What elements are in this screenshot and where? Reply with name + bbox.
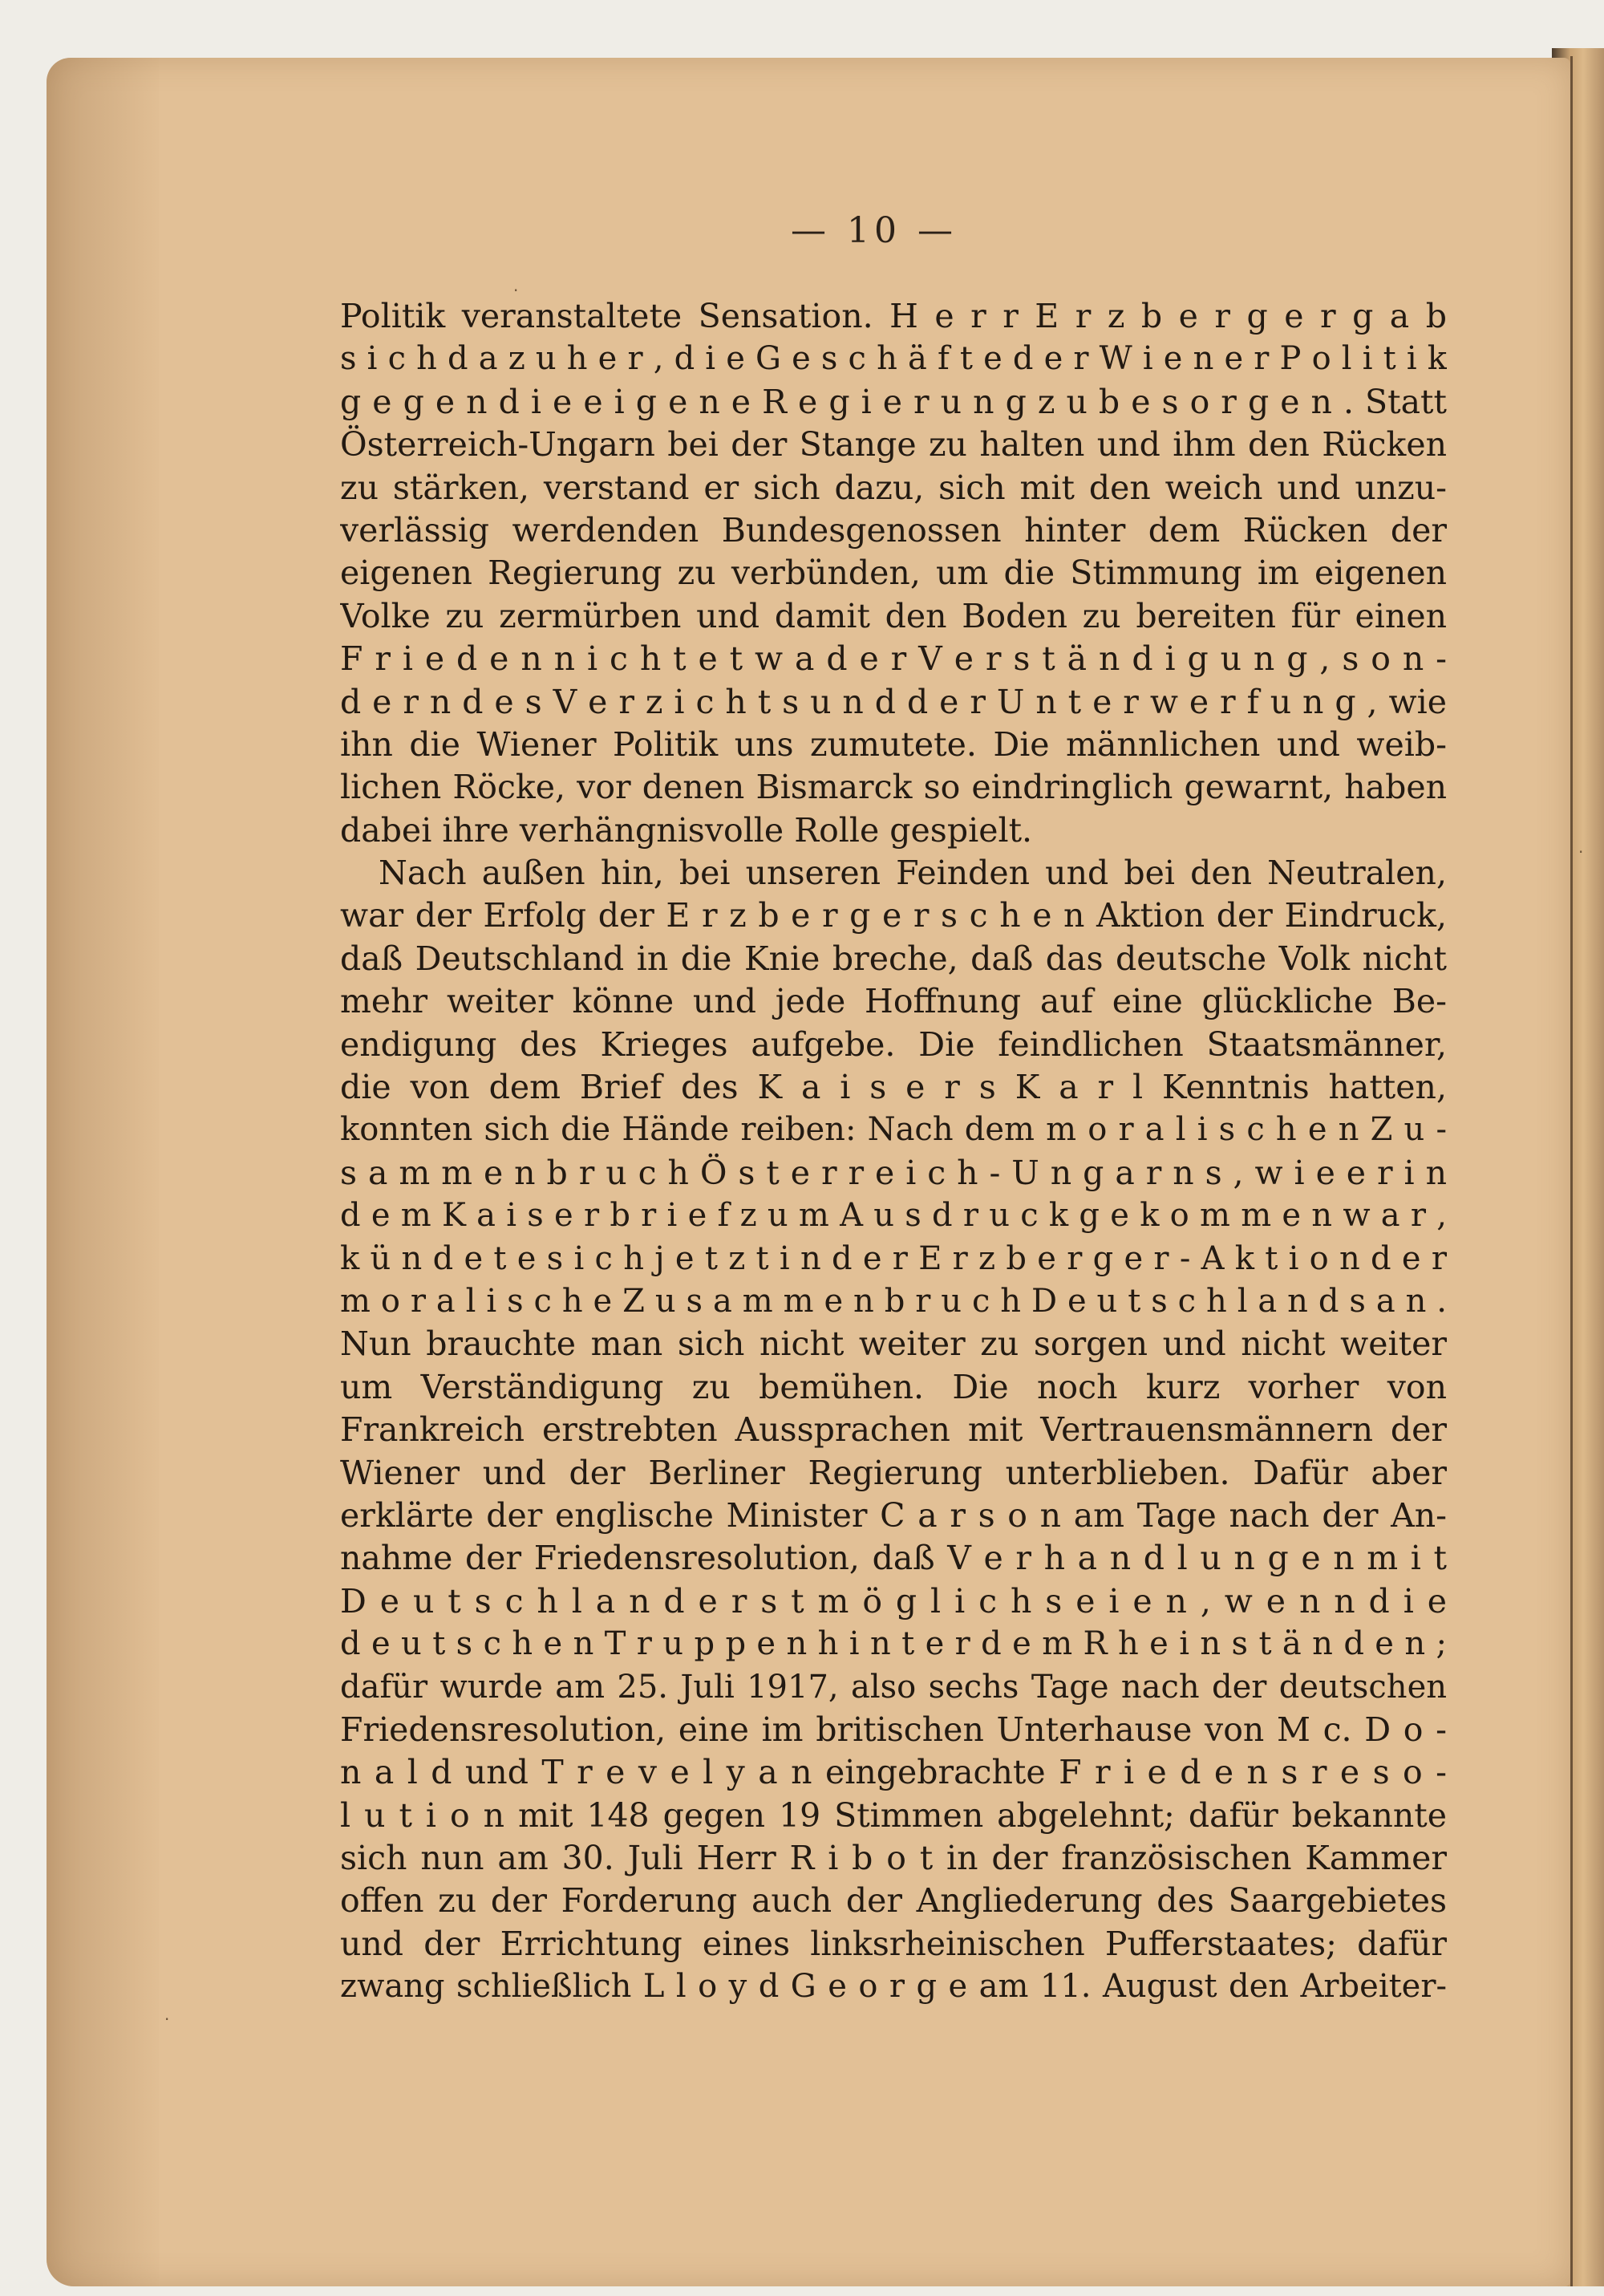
text-line: nahme der Friedensresolution, daß V e r h a n d l u n g e n m i t — [340, 1539, 1447, 1578]
book-edge-line — [1570, 56, 1573, 2286]
text-line: Volke zu zermürben und damit den Boden zu bereiten für einen — [340, 596, 1447, 635]
text-line: Nun brauchte man sich nicht weiter zu sorgen und nicht weiter — [340, 1324, 1447, 1364]
text-line: war der Erfolg der E r z b e r g e r s c h e n Aktion der Eindruck, — [340, 896, 1447, 935]
speck-mark: · — [1578, 842, 1584, 862]
paragraph-end-line: dabei ihre verhängnisvolle Rolle gespielt. — [340, 810, 1033, 850]
text-line: Wiener und der Berliner Regierung unterblieben. Dafür aber — [340, 1453, 1447, 1492]
text-line: D e u t s c h l a n d e r s t m ö g l i c h s e i e n , w e n n d i e — [340, 1581, 1447, 1621]
text-line: um Verständigung zu bemühen. Die noch kurz vorher von — [340, 1367, 1447, 1406]
text-line: ihn die Wiener Politik uns zumutete. Die männlichen und weib- — [340, 724, 1447, 764]
body-text — [340, 295, 1447, 2009]
speck-mark: · — [513, 281, 519, 300]
text-line: daß Deutschland in die Knie breche, daß das deutsche Volk nicht — [340, 939, 1447, 978]
text-line: Politik veranstaltete Sensation. H e r r E r z b e r g e r g a b — [340, 297, 1447, 335]
page-spine-shadow — [47, 58, 159, 2286]
text-line: zu stärken, verstand er sich dazu, sich mit den weich und unzu- — [340, 468, 1447, 507]
text-line: m o r a l i s c h e Z u s a m m e n b r u c h D e u t s c h l a n d s a n . — [340, 1282, 1447, 1320]
text-line: die von dem Brief des K a i s e r s K a r l Kenntnis hatten, — [340, 1068, 1447, 1107]
page-number: — 10 — — [791, 210, 958, 251]
text-line: erklärte der englische Minister C a r s o n am Tage nach der An- — [340, 1495, 1447, 1535]
text-line: lichen Röcke, vor denen Bismarck so eindringlich gewarnt, haben — [340, 768, 1447, 807]
text-line: F r i e d e n n i c h t e t w a d e r V e r s t ä n d i g u n g , s o n - — [340, 639, 1447, 679]
text-line: sich nun am 30. Juli Herr R i b o t in der französischen Kammer — [340, 1839, 1447, 1878]
text-line: endigung des Krieges aufgebe. Die feindlichen Staatsmänner, — [340, 1024, 1447, 1064]
text-line: und der Errichtung eines linksrheinischen Pufferstaates; dafür — [340, 1924, 1447, 1963]
text-line: verlässig werdenden Bundesgenossen hinter dem Rücken der — [340, 510, 1447, 550]
text-line: eigenen Regierung zu verbünden, um die Stimmung im eigenen — [340, 554, 1447, 593]
text-line: Österreich-Ungarn bei der Stange zu halten und ihm den Rücken — [340, 425, 1447, 464]
text-line: Friedensresolution, eine im britischen Unterhause von M c. D o - — [340, 1710, 1447, 1749]
text-line: k ü n d e t e s i c h j e t z t i n d e r E r z b e r g e r - A k t i o n d e r — [340, 1239, 1447, 1277]
text-line: s i c h d a z u h e r , d i e G e s c h ä f t e d e r W i e n e r P o l i t i k — [340, 340, 1447, 378]
text-line: d e m K a i s e r b r i e f z u m A u s d r u c k g e k o m m e n w a r , — [340, 1197, 1447, 1235]
speck-mark: · — [164, 2010, 170, 2029]
text-line: dafür wurde am 25. Juli 1917, also sechs Tage nach der deutschen — [340, 1668, 1447, 1706]
text-line: konnten sich die Hände reiben: Nach dem m o r a l i s c h e n Z u - — [340, 1111, 1447, 1149]
text-line: mehr weiter könne und jede Hoffnung auf eine glückliche Be- — [340, 982, 1447, 1021]
text-line: n a l d und T r e v e l y a n eingebrachte F r i e d e n s r e s o - — [340, 1753, 1447, 1792]
paragraph-start-line: Nach außen hin, bei unseren Feinden und bei den Neutralen, — [379, 854, 1447, 893]
text-line: d e u t s c h e n T r u p p e n h i n t e r d e m R h e i n s t ä n d e n ; — [340, 1625, 1447, 1663]
text-line: s a m m e n b r u c h Ö s t e r r e i c h - U n g a r n s , w i e e r i n — [340, 1153, 1447, 1192]
text-line: g e g e n d i e e i g e n e R e g i e r u n g z u b e s o r g e n . Statt — [340, 382, 1447, 421]
text-line: Frankreich erstrebten Aussprachen mit Vertrauensmännern der — [340, 1410, 1447, 1450]
text-line: offen zu der Forderung auch der Angliederung des Saargebietes — [340, 1881, 1447, 1921]
text-line: d e r n d e s V e r z i c h t s u n d d e r U n t e r w e r f u n g , wie — [340, 682, 1447, 721]
text-line: zwang schließlich L l o y d G e o r g e am 11. August den Arbeiter- — [340, 1968, 1447, 2006]
text-line: l u t i o n mit 148 gegen 19 Stimmen abgelehnt; dafür bekannte — [340, 1795, 1447, 1835]
